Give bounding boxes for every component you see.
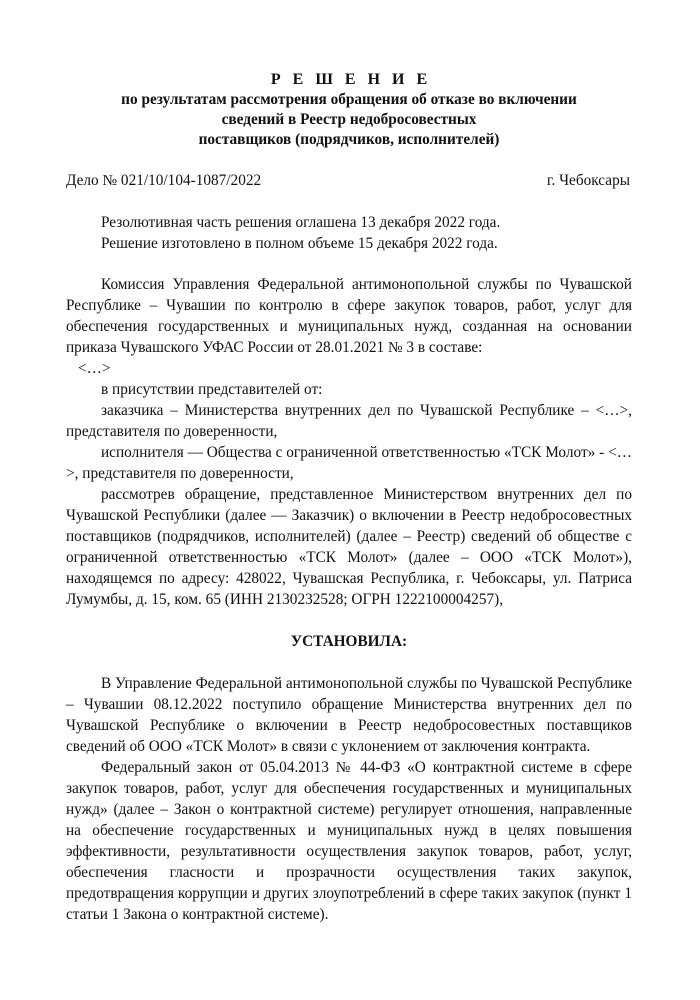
established-heading: УСТАНОВИЛА: [290, 633, 408, 650]
presence-line: в присутствии представителей от: [101, 381, 323, 398]
full-decision-date: Решение изготовлено в полном объеме 15 декабря 2022 года. [101, 235, 498, 252]
considered-paragraph: рассмотрев обращение, представленное Министерством внутренних дел по Чувашской Республики (далее — Заказчик) о включении в Реестр недобросовестных поставщиков (подрядчиков, исполнителей) (далее – Реестр) сведений об обществе с ограниченной ответственностью «ТСК Молот» (далее – ООО «ТСК Молот»), находящемся по адресу: 428022, Чувашская Республика, г. Чебоксары, ул. Патриса Лумумбы, д. 15, ком. 65 (ИНН 2130232528; ОГРН 1222100004257), [66, 486, 632, 608]
customer-representative: заказчика – Министерства внутренних дел по Чувашской Республике – <…>, представителя по доверенности, [66, 402, 632, 440]
decision-dates [66, 212, 632, 254]
case-number: Дело № 021/10/104-1087/2022 [66, 172, 262, 189]
paragraph-appeal: В Управление Федеральной антимонопольной службы по Чувашской Республике – Чувашии 08.12.2022 поступило обращение Министерства внутренних дел по Чувашской Республике о включении в Реестр недобросовестных поставщиков сведений об ООО «ТСК Молот» в связи с уклонением от заключения контракта. [66, 675, 632, 755]
omitted-members: <…> [78, 360, 111, 377]
document-title: Р Е Ш Е Н И Е [270, 71, 432, 88]
contractor-representative: исполнителя — Общества с ограниченной ответственностью «ТСК Молот» - <…>, представителя по доверенности, [66, 444, 632, 482]
subtitle-line: поставщиков (подрядчиков, исполнителей) [198, 131, 500, 148]
document-page [66, 70, 632, 925]
commission-paragraph: Комиссия Управления Федеральной антимонопольной службы по Чувашской Республике – Чувашии по контролю в сфере закупок товаров, работ, услуг для обеспечения государственных и муниципальных нужд, созданная на основании приказа Чувашского УФАС России от 28.01.2021 № 3 в составе: [66, 276, 632, 356]
paragraph-law: Федеральный закон от 05.04.2013 № 44-ФЗ «О контрактной системе в сфере закупок товаров, работ, услуг для обеспечения государственных и муниципальных нужд» (далее – Закон о контрактной системе) регулирует отношения, направленные на обеспечение государственных и муниципальных нужд в целях повышения эффективности, результативности осуществления закупок товаров, работ, услуг, обеспечения гласности и прозрачности осуществления таких закупок, предотвращения коррупции и других злоупотреблений в сфере таких закупок (пункт 1 статьи 1 Закона о контрактной системе). [66, 759, 632, 923]
subtitle-line: сведений в Реестр недобросовестных [221, 111, 477, 128]
document-subtitle [66, 90, 632, 150]
case-line [66, 170, 632, 191]
resolutive-date: Резолютивная часть решения оглашена 13 декабря 2022 года. [101, 214, 501, 231]
city: г. Чебоксары [546, 172, 630, 189]
subtitle-line: по результатам рассмотрения обращения об отказе во включении [121, 91, 577, 108]
